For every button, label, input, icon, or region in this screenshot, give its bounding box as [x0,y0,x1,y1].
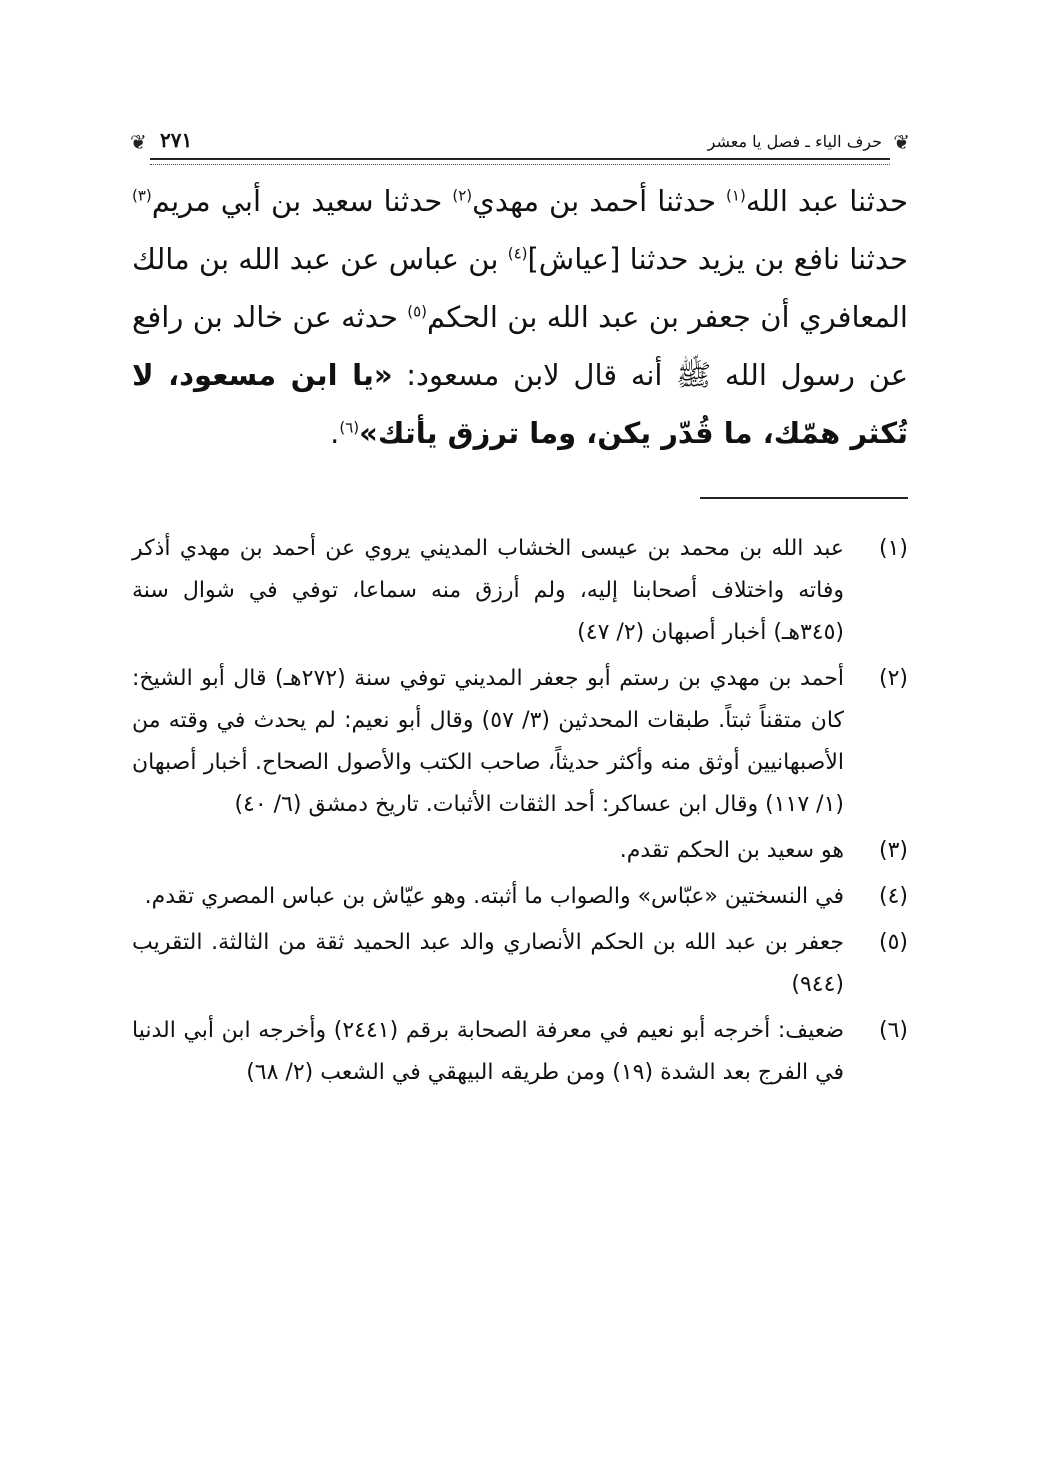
footnote-ref: (١) [726,186,746,205]
footnote-text: هو سعيد بن الحكم تقدم. [619,838,844,863]
footnote-number: (٦) [878,1018,908,1043]
footnote-ref: (٢) [452,186,473,205]
footnote-number: (٢) [878,666,908,691]
isnad-text: حدثنا نافع بن يزيد حدثنا [عياش] [527,242,908,276]
header-ornament-right-icon: ❦ [893,130,910,154]
isnad-text: حدثنا أحمد بن مهدي [472,184,727,218]
hadith-text: «يا ابن مسعود، لا تُكثر همّك، ما قُدّر يكن، وما ترزق يأتك» [132,358,908,450]
footnote-text: في النسختين «عبّاس» والصواب ما أثبته. وهو عيّاش بن عباس المصري تقدم. [144,884,844,909]
isnad-text: حدثه عن خالد بن رافع عن رسول الله ﷺ أنه قال لابن مسعود: [132,300,908,392]
page-number: ٢٧١ [160,128,193,152]
footnote-separator [700,497,908,499]
page-header [130,128,910,164]
footnote-number: (٣) [878,838,908,863]
isnad-text: حدثنا سعيد بن أبي مريم [151,184,453,218]
header-rule [150,158,890,165]
header-ornament-left-icon: ❦ [130,130,147,154]
footnote-ref: (٤) [507,244,528,263]
footnote-item [132,1010,908,1094]
footnote-text: ضعيف: أخرجه أبو نعيم في معرفة الصحابة برقم (٢٤٤١) وأخرجه ابن أبي الدنيا في الفرج بعد الشدة (١٩) ومن طريقه البيهقي في الشعب (٢/ ٦٨) [132,1018,844,1085]
running-title: حرف الياء ـ فصل يا معشر [707,132,882,151]
footnote-text: أحمد بن مهدي بن رستم أبو جعفر المديني توفي سنة (٢٧٢هـ) قال أبو الشيخ: كان متقناً ثبتاً. طبقات المحدثين (٣/ ٥٧) وقال أبو نعيم: لم يحدث في وقته من الأصبهانيين أوثق منه وأكثر حديثاً، صاحب الكتب والأصول الصحاح. أخبار أصبهان (١/ ١١٧) وقال ابن عساكر: أحد الثقات الأثبات. تاريخ دمشق (٦/ ٤٠) [132,666,844,817]
footnote-number: (٥) [878,930,908,955]
footnote-ref: (٥) [407,302,428,321]
isnad-text: بن عباس عن عبد الله بن مالك المعافري أن جعفر بن عبد الله بن الحكم [132,242,908,334]
footnote-item [132,876,908,918]
footnote-number: (١) [878,536,908,561]
footnote-text: جعفر بن عبد الله بن الحكم الأنصاري والد عبد الحميد ثقة من الثالثة. التقريب (٩٤٤) [132,930,844,997]
isnad-text: . [330,416,340,450]
footnote-item [132,658,908,826]
footnote-text: عبد الله بن محمد بن عيسى الخشاب المديني يروي عن أحمد بن مهدي أذكر وفاته واختلاف أصحابنا إليه، ولم أرزق منه سماعا، توفي في شوال سنة (٣٤٥هـ) أخبار أصبهان (٢/ ٤٧) [132,536,844,645]
footnote-item [132,922,908,1006]
footnote-ref: (٣) [132,186,152,205]
main-paragraph [132,172,908,462]
footnote-ref: (٦) [339,418,360,437]
footnotes-section [132,528,908,1098]
isnad-text: حدثنا عبد الله [745,184,909,218]
footnote-item [132,528,908,654]
footnote-item [132,830,908,872]
footnote-number: (٤) [878,884,908,909]
